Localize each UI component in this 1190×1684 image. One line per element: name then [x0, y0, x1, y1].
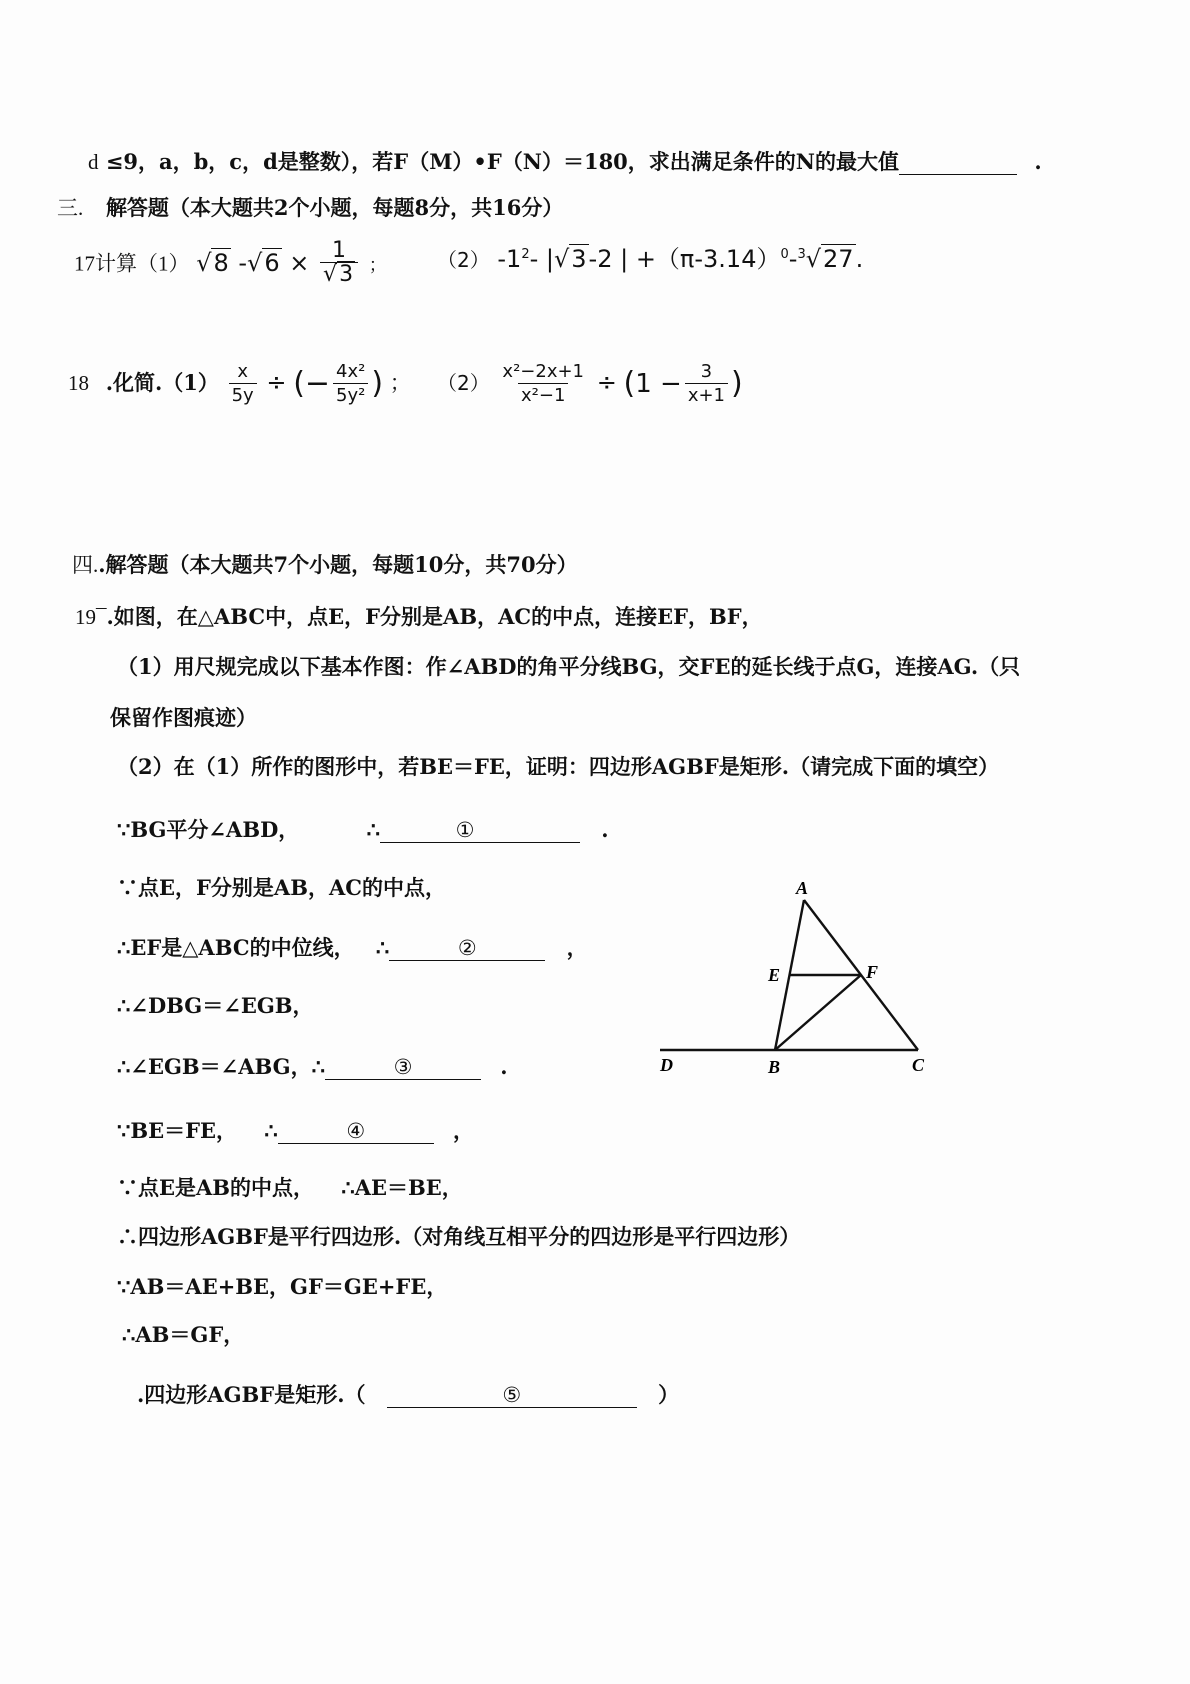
- proof-step-9: ∵AB＝AE+BE，GF＝GE+FE，: [117, 1274, 448, 1299]
- section4-num: 四.: [72, 553, 99, 577]
- q19-intro: .如图，在△ABC中，点E，F分别是AB，AC的中点，连接EF，BF，: [106, 604, 763, 629]
- q16-answer-blank[interactable]: [899, 150, 1017, 175]
- q16-lead: d: [88, 150, 99, 174]
- q16-text: ≤9，a，b，c，d是整数），若F（M）•F（N）＝180，求出满足条件的N的最大值: [105, 149, 899, 174]
- proof-step-4: ∴∠DBG＝∠EGB，: [117, 993, 314, 1018]
- q18: [68, 357, 411, 408]
- proof-step-2: ∵点E，F分别是AB，AC的中点，: [117, 875, 446, 900]
- label-A: A: [796, 880, 809, 898]
- q17: [74, 240, 387, 287]
- figure-lines: [660, 900, 918, 1050]
- section4-heading: [72, 550, 578, 580]
- q16-tail: [88, 147, 1042, 177]
- q19-intro-line: 19¯.如图，在△ABC中，点E，F分别是AB，AC的中点，连接EF，BF，: [75, 604, 763, 629]
- q17-part1: √8 -√6 × $\frac{1}{√3}$ ；: [196, 238, 387, 287]
- blank-2[interactable]: ②: [389, 936, 545, 961]
- proof-step-7: ∵点E是AB的中点， ∴AE＝BE，: [117, 1175, 463, 1200]
- label-F: F: [866, 962, 879, 982]
- proof-step-10: ∴AB＝GF，: [122, 1322, 245, 1347]
- q18-text: .化简.（1）: [105, 370, 219, 395]
- proof-step-5: ∴∠EGB＝∠ABG，∴ ③ .: [117, 1054, 508, 1079]
- label-E: E: [768, 965, 781, 985]
- q17-label: 17计算（1）: [74, 251, 190, 276]
- q18-part1: $\frac{x}{5y}$ ÷ (− $\frac{\text{4x²}}{\text{5y²}}$ ) ；: [226, 371, 411, 395]
- q17-part2: （2） $-1^2-$ |√3-2 | $+(\pi-3.14)^0-^3√27$.: [437, 245, 864, 273]
- q19-part1-b: 保留作图痕迹）: [110, 705, 257, 730]
- proof-step-3: ∴EF是△ABC的中位线， ∴ ② ，: [117, 935, 588, 960]
- q18-label: 18: [68, 371, 89, 395]
- blank-3[interactable]: ③: [325, 1055, 481, 1080]
- q19-label: 19: [75, 605, 96, 629]
- section3-heading: [57, 193, 563, 223]
- label-B: B: [768, 1057, 781, 1077]
- section4-title: .解答题（本大题共7个小题，每题10分，共70分）: [98, 552, 578, 577]
- proof-step-11: .四边形AGBF是矩形.（ ⑤ ）: [137, 1382, 680, 1407]
- blank-5[interactable]: ⑤: [387, 1383, 637, 1408]
- section3-num: 三.: [57, 196, 84, 220]
- proof-step-6: ∵BE＝FE， ∴ ④ ，: [117, 1118, 475, 1143]
- q19-part2: （2）在（1）所作的图形中，若BE＝FE，证明：四边形AGBF是矩形.（请完成下面的填空）: [117, 754, 1000, 779]
- blank-1[interactable]: ①: [380, 818, 580, 843]
- section3-title: 解答题（本大题共2个小题，每题8分，共16分）: [105, 195, 564, 220]
- triangle-figure: [650, 880, 930, 1090]
- q16-end: .: [1034, 149, 1042, 174]
- q18-part2: （2） $\frac{\text{x²−2x+1}}{\text{x²−1}}$ ÷ (1 − $\frac{3}{x+1}$ ): [437, 360, 743, 406]
- label-D: D: [660, 1055, 673, 1075]
- blank-4[interactable]: ④: [278, 1119, 434, 1144]
- q19-part1-a: （1）用尺规完成以下基本作图：作∠ABD的角平分线BG，交FE的延长线于点G，连接AG.（只: [117, 654, 1021, 679]
- proof-step-1: ∵BG平分∠ABD， ∴ ① .: [117, 817, 609, 842]
- label-C: C: [912, 1055, 925, 1075]
- proof-step-8: ∴四边形AGBF是平行四边形.（对角线互相平分的四边形是平行四边形）: [117, 1224, 801, 1249]
- q17-fraction: $\frac{1}{√3}$: [320, 240, 358, 287]
